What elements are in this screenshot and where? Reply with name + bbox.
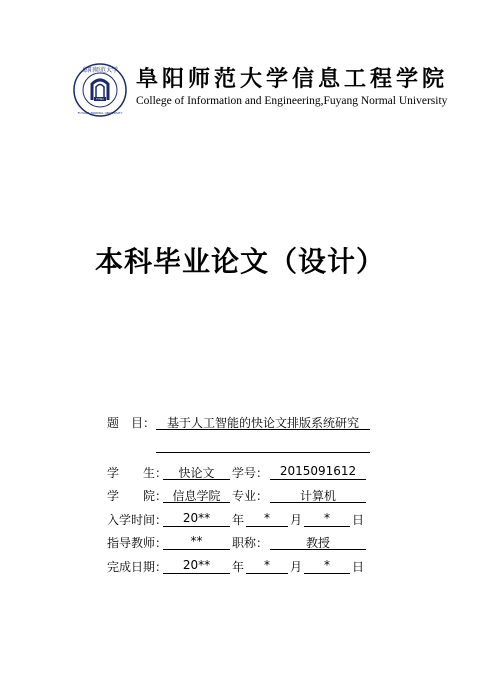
finish-label: 完成日期： [107,560,168,574]
advisor-label: 指导教师： [107,536,168,550]
department-field: 信息学院 [163,487,230,503]
svg-text:阜阳师范大学: 阜阳师范大学 [81,67,119,74]
advisor-title-field: 教授 [270,534,366,550]
advisor-title-label: 职称： [232,536,269,550]
advisor-row [107,534,377,550]
finish-month-field: * [246,558,288,574]
enroll-year-unit: 年 [232,513,245,527]
finish-day-unit: 日 [352,560,365,574]
enroll-row [107,511,377,527]
department-row [107,487,377,503]
student-id-field: 2015091612 [270,464,366,480]
major-label: 专业： [232,489,269,503]
finish-month-unit: 月 [290,560,303,574]
major-field: 计算机 [270,487,366,503]
header [72,62,452,118]
advisor-field: ** [163,534,230,550]
topic-field: 基于人工智能的快论文排版系统研究 [156,414,370,430]
topic-label: 题 目： [107,416,156,430]
finish-day-field: * [304,558,350,574]
student-id-label: 学号： [232,466,269,480]
enroll-label: 入学时间： [107,513,168,527]
finish-year-field: 20** [163,558,230,574]
svg-text:FUYANG NORMAL UNIVERSITY: FUYANG NORMAL UNIVERSITY [77,111,123,115]
topic-second-line [156,452,370,453]
enroll-day-unit: 日 [352,513,365,527]
college-name-en: College of Information and Engineering,Fuyang Normal University [136,95,448,107]
finish-row [107,558,377,574]
enroll-day-field: * [304,511,350,527]
student-field: 快论文 [163,464,230,480]
svg-text:FYNU: FYNU [96,97,104,102]
topic-row [107,414,377,430]
university-name-cn: 阜阳师范大学信息工程学院 [136,66,449,92]
enroll-month-unit: 月 [290,513,303,527]
university-seal-icon [72,62,128,118]
enroll-year-field: 20** [163,511,230,527]
page-title: 本科毕业论文（设计） [94,245,385,278]
student-row [107,464,377,480]
department-label: 学 院： [107,489,168,503]
finish-year-unit: 年 [232,560,245,574]
enroll-month-field: * [246,511,288,527]
student-label: 学 生： [107,466,168,480]
